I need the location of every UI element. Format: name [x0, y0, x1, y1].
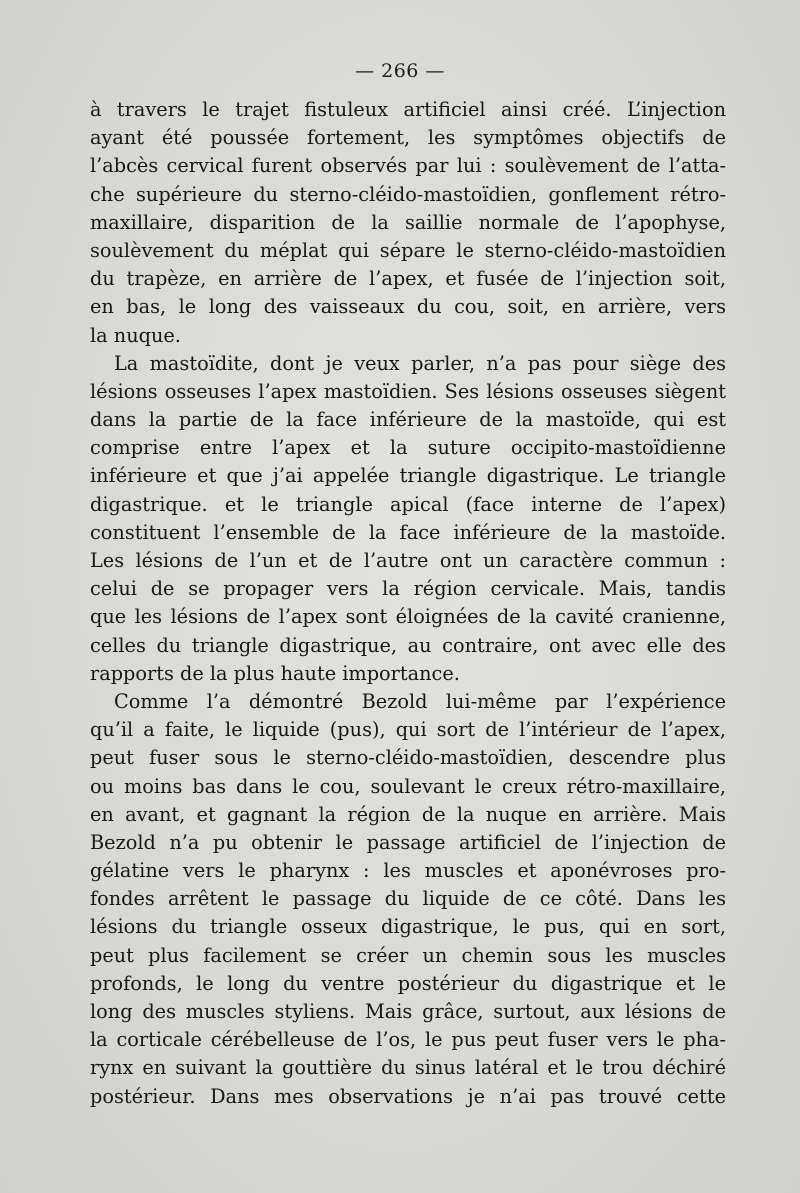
text-line: celui de se propager vers la région cervicale. Mais, tandis: [90, 577, 726, 601]
text-line: constituent l’ensemble de la face inférieure de la mastoïde.: [90, 520, 726, 544]
text-line: du trapèze, en arrière de l’apex, et fusée de l’injection soit,: [90, 267, 726, 291]
paragraph: [90, 96, 726, 350]
text-line: gélatine vers le pharynx : les muscles et aponévroses pro-: [90, 859, 726, 883]
text-line: la nuque.: [90, 323, 181, 347]
text-line: celles du triangle digastrique, au contraire, ont avec elle des: [90, 633, 726, 657]
text-line: dans la partie de la face inférieure de la mastoïde, qui est: [90, 408, 726, 432]
text-line: rynx en suivant la gouttière du sinus latéral et le trou déchiré: [90, 1056, 726, 1080]
text-line: digastrique. et le triangle apical (face interne de l’apex): [90, 492, 726, 516]
page-number: — 266 —: [355, 60, 445, 82]
paragraph: [90, 688, 726, 1111]
text-line: l’abcès cervical furent observés par lui : soulèvement de l’atta-: [90, 154, 726, 178]
text-line: soulèvement du méplat qui sépare le sterno-cléido-mastoïdien: [90, 238, 726, 262]
text-line: lésions du triangle osseux digastrique, le pus, qui en sort,: [90, 915, 726, 939]
text-line: La mastoïdite, dont je veux parler, n’a pas pour siège des: [114, 351, 726, 375]
text-line: Bezold n’a pu obtenir le passage artificiel de l’injection de: [90, 830, 726, 854]
text-line: comprise entre l’apex et la suture occipito-mastoïdienne: [90, 436, 726, 460]
text-line: fondes arrêtent le passage du liquide de ce côté. Dans les: [90, 887, 726, 911]
text-line: Les lésions de l’un et de l’autre ont un caractère commun :: [90, 549, 726, 572]
text-line: qu’il a faite, le liquide (pus), qui sort de l’intérieur de l’apex,: [90, 718, 726, 742]
text-line: la corticale cérébelleuse de l’os, le pus peut fuser vers le pha-: [90, 1028, 726, 1052]
text-line: profonds, le long du ventre postérieur du digastrique et le: [90, 971, 726, 995]
paragraph: [90, 350, 726, 688]
text-line: en avant, et gagnant la région de la nuque en arrière. Mais: [90, 802, 726, 826]
text-line: ou moins bas dans le cou, soulevant le creux rétro-maxillaire,: [90, 774, 726, 798]
text-line: lésions osseuses l’apex mastoïdien. Ses lésions osseuses siègent: [90, 379, 726, 403]
text-line: peut plus facilement se créer un chemin sous les muscles: [90, 943, 726, 967]
text-line: ayant été poussée fortement, les symptômes objectifs de: [90, 126, 726, 150]
text-line: en bas, le long des vaisseaux du cou, soit, en arrière, vers: [90, 295, 726, 319]
text-line: inférieure et que j’ai appelée triangle digastrique. Le triangle: [90, 464, 726, 488]
text-line: long des muscles styliens. Mais grâce, surtout, aux lésions de: [90, 1000, 726, 1023]
text-line: che supérieure du sterno-cléido-mastoïdien, gonflement rétro-: [90, 182, 726, 206]
text-line: que les lésions de l’apex sont éloignées de la cavité cranienne,: [90, 605, 726, 629]
text-line: à travers le trajet fistuleux artificiel ainsi créé. L’injection: [90, 98, 726, 121]
text-line: maxillaire, disparition de la saillie normale de l’apophyse,: [90, 210, 726, 234]
text-line: Comme l’a démontré Bezold lui-même par l’expérience: [114, 689, 726, 713]
text-line: postérieur. Dans mes observations je n’ai pas trouvé cette: [90, 1084, 726, 1108]
body-text: [90, 96, 726, 1111]
text-line: rapports de la plus haute importance.: [90, 661, 460, 685]
text-line: peut fuser sous le sterno-cléido-mastoïdien, descendre plus: [90, 746, 726, 770]
